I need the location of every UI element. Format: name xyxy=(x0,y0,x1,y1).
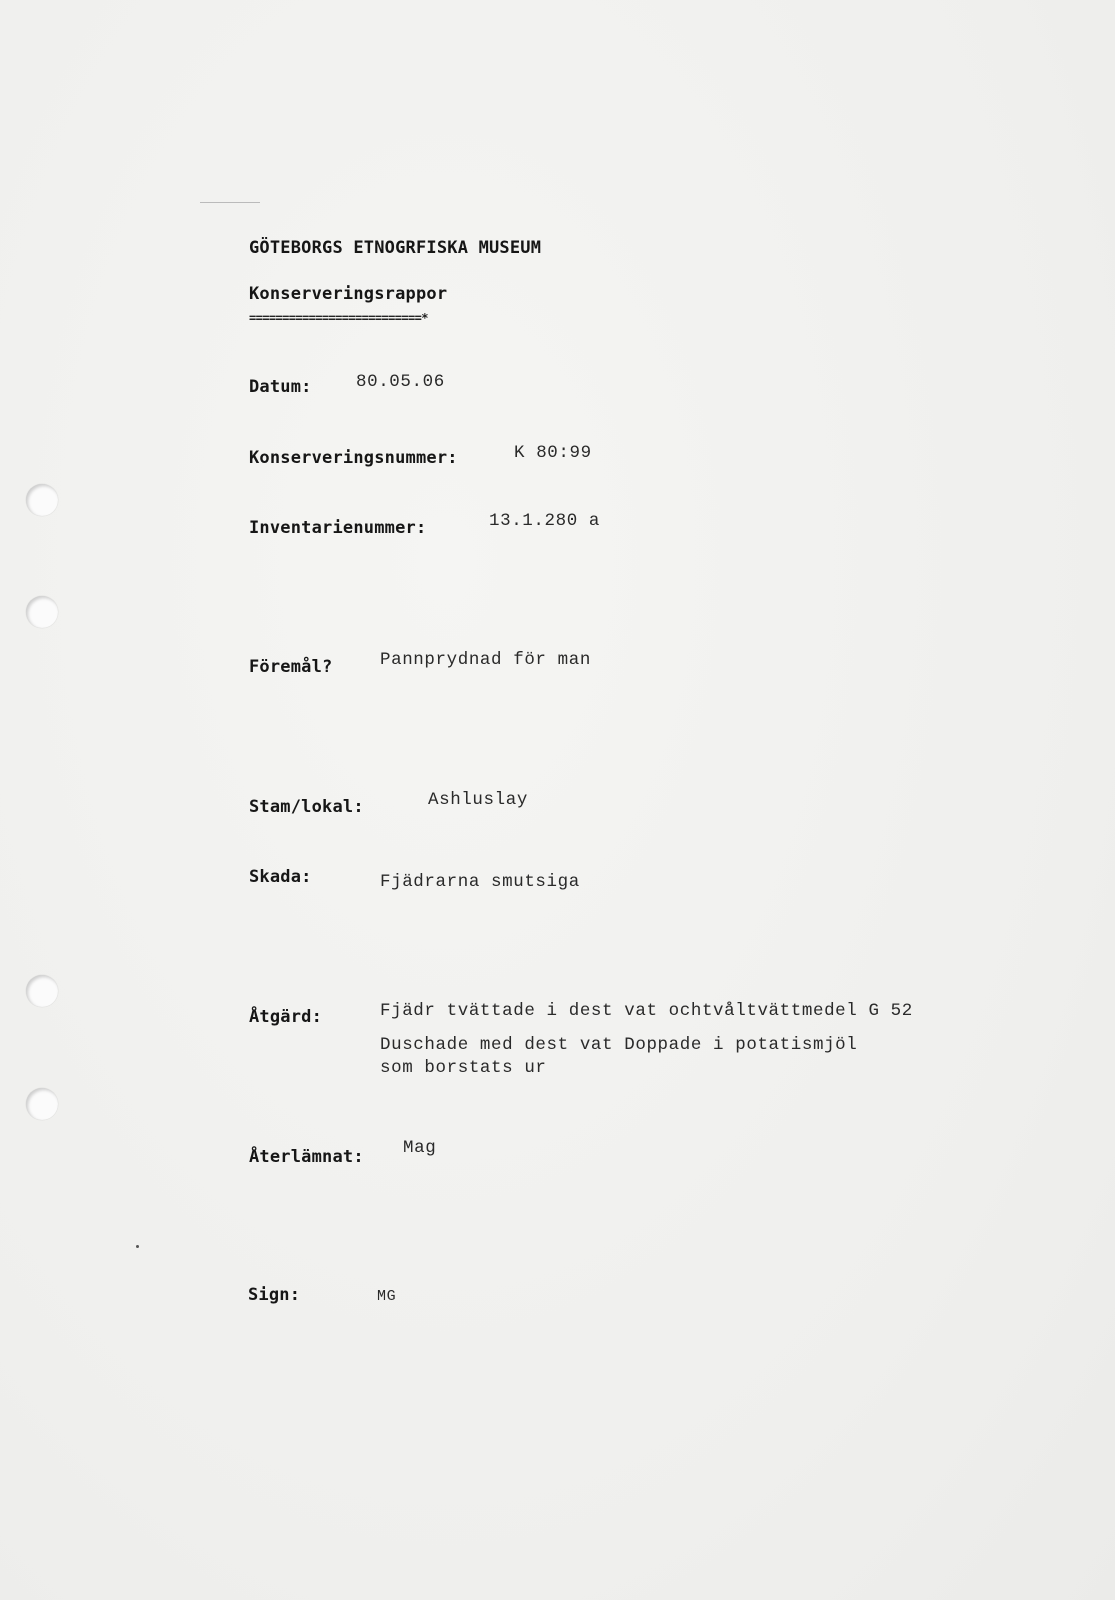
konserveringsnummer-value: K 80:99 xyxy=(514,443,592,463)
title-underline: ==========================* xyxy=(249,311,428,325)
atgard-label: Åtgärd: xyxy=(249,1007,323,1027)
punch-hole xyxy=(26,1088,58,1120)
sign-label: Sign: xyxy=(248,1285,301,1305)
skada-label: Skada: xyxy=(249,867,312,887)
foremal-label: Föremål? xyxy=(249,657,333,677)
stam-lokal-value: Ashluslay xyxy=(428,790,528,810)
foremal-value: Pannprydnad för man xyxy=(380,650,591,670)
paper-mark xyxy=(200,202,260,203)
institution-title: GÖTEBORGS ETNOGRFISKA MUSEUM xyxy=(249,238,542,258)
punch-hole xyxy=(26,596,58,628)
paper-speck xyxy=(136,1245,139,1248)
datum-label: Datum: xyxy=(249,377,312,397)
stam-lokal-label: Stam/lokal: xyxy=(249,797,364,817)
punch-hole xyxy=(26,484,58,516)
datum-value: 80.05.06 xyxy=(356,372,445,392)
inventarienummer-label: Inventarienummer: xyxy=(249,518,427,538)
skada-value: Fjädrarna smutsiga xyxy=(380,872,580,892)
atgard-line-2: Duschade med dest vat Doppade i potatismjöl xyxy=(380,1035,858,1055)
aterlamnat-value: Mag xyxy=(403,1138,437,1158)
sign-value: MG xyxy=(377,1288,397,1305)
atgard-line-3: som borstats ur xyxy=(380,1058,547,1078)
report-title: Konserveringsrappor xyxy=(249,284,448,304)
punch-hole xyxy=(26,975,58,1007)
konserveringsnummer-label: Konserveringsnummer: xyxy=(249,448,458,468)
aterlamnat-label: Återlämnat: xyxy=(249,1147,364,1167)
inventarienummer-value: 13.1.280 a xyxy=(489,511,601,531)
atgard-line-1: Fjädr tvättade i dest vat ochtvåltvättmedel G 52 xyxy=(380,1001,913,1021)
